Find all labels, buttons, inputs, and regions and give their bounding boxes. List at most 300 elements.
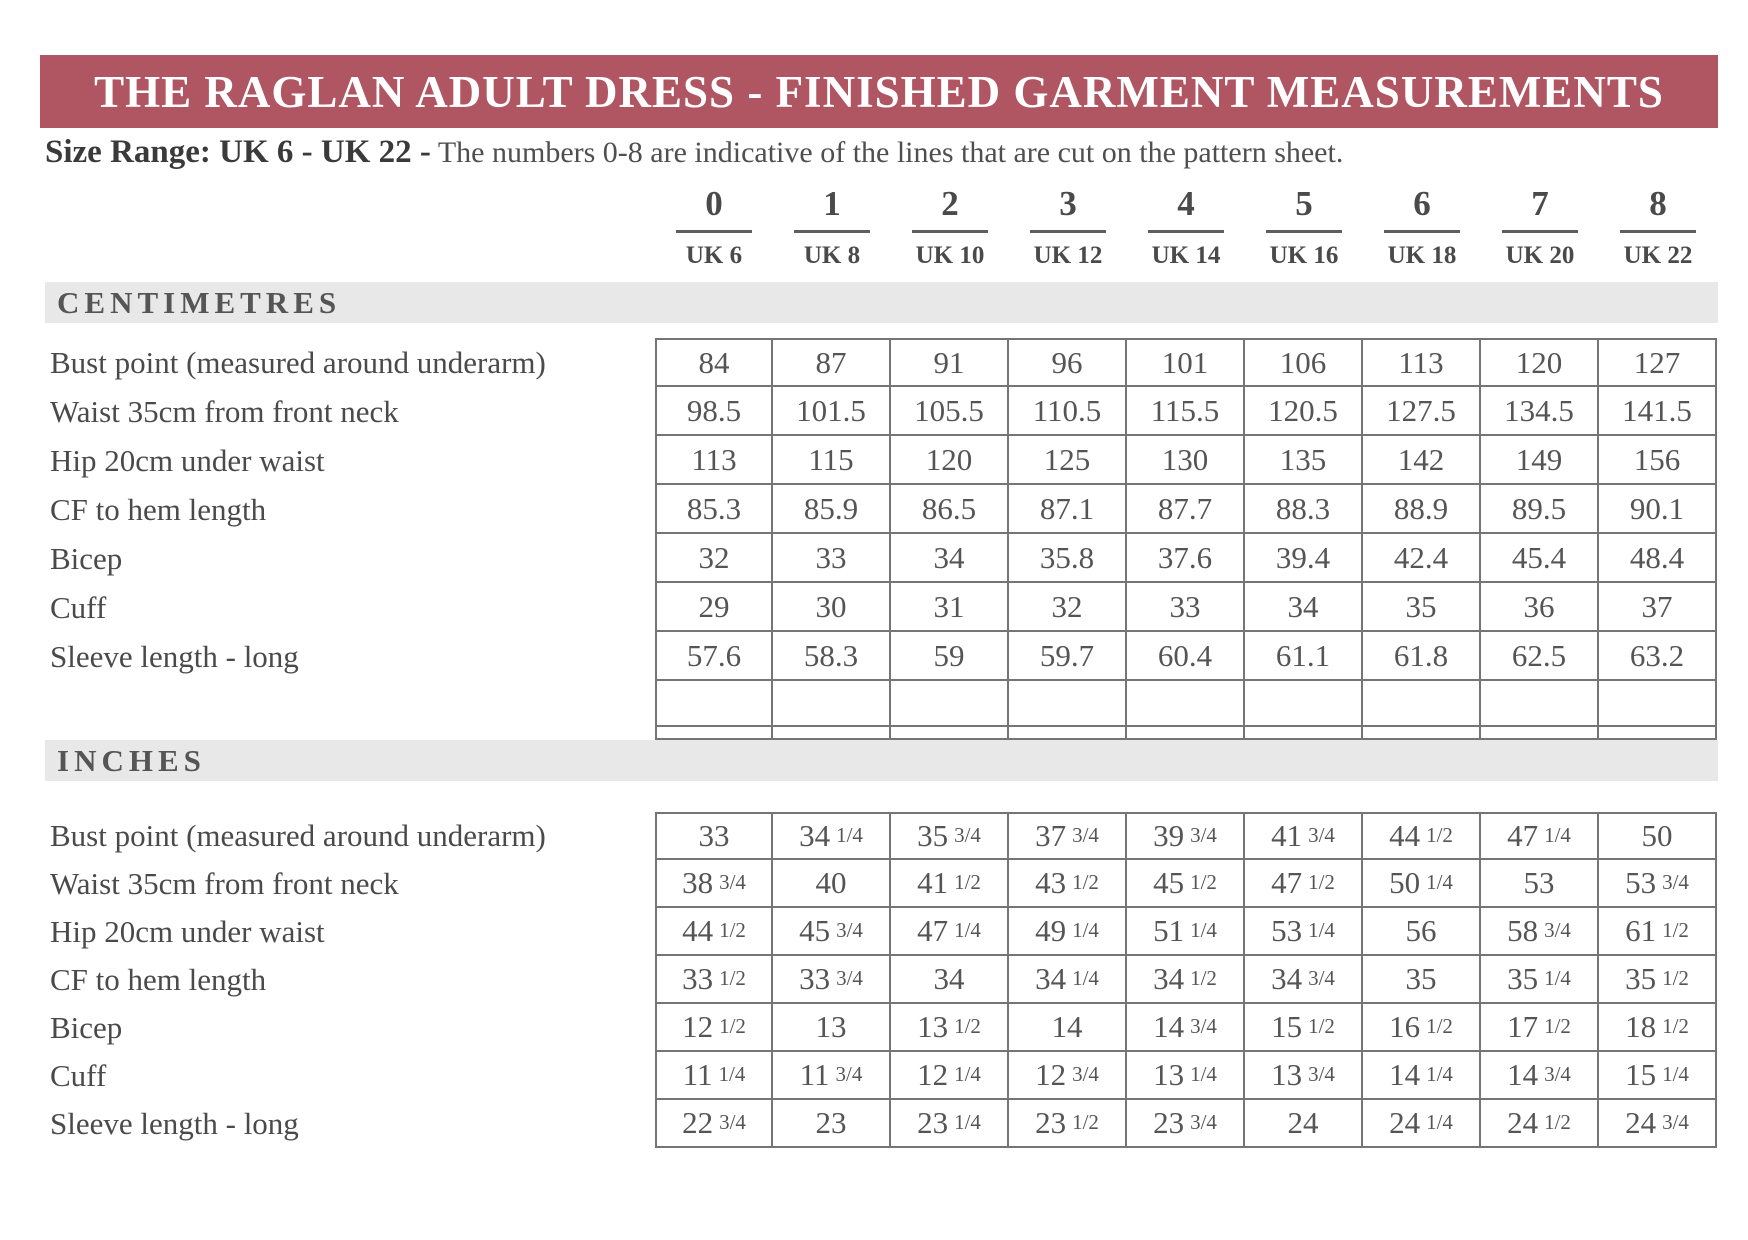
inches-table bbox=[50, 812, 1717, 1148]
measurement-cell: 89.5 bbox=[1481, 485, 1599, 534]
value-fraction: 1/2 bbox=[1662, 1013, 1689, 1038]
size-underline bbox=[676, 230, 752, 233]
measurement-cell bbox=[1481, 727, 1599, 740]
row-label: CF to hem length bbox=[50, 491, 267, 527]
measurement-cell: 141.5 bbox=[1599, 387, 1717, 436]
measurement-cell: 115 bbox=[773, 436, 891, 485]
measurement-cell bbox=[1599, 681, 1717, 727]
row-label: Waist 35cm from front neck bbox=[50, 866, 399, 901]
value-whole: 14 bbox=[1389, 1057, 1421, 1092]
measurement-cell bbox=[1599, 956, 1717, 1004]
measurement-cell bbox=[1599, 860, 1717, 908]
title-bar bbox=[40, 55, 1718, 128]
value-whole: 49 bbox=[1035, 913, 1067, 948]
measurement-cell: 33 bbox=[773, 534, 891, 583]
measurement-cell bbox=[1599, 727, 1717, 740]
value-fraction: 3/4 bbox=[835, 1061, 863, 1086]
size-column-4 bbox=[1127, 186, 1245, 270]
measurement-cell bbox=[1599, 1100, 1717, 1148]
measurement-cell bbox=[1009, 956, 1127, 1004]
measurement-cell: 85.9 bbox=[773, 485, 891, 534]
size-column-8 bbox=[1599, 186, 1717, 270]
measurement-cell bbox=[655, 860, 773, 908]
value-whole: 45 bbox=[1153, 865, 1185, 900]
size-column-6 bbox=[1363, 186, 1481, 270]
page-title: THE RAGLAN ADULT DRESS - FINISHED GARMENT MEASUREMENTS bbox=[94, 66, 1664, 117]
value-whole: 35 bbox=[1625, 961, 1657, 996]
size-range-label: Size Range: UK 6 - UK 22 - bbox=[45, 134, 431, 170]
measurement-cell: 127.5 bbox=[1363, 387, 1481, 436]
value-fraction: 1/2 bbox=[1190, 965, 1217, 990]
value-fraction: 1/4 bbox=[1308, 917, 1335, 942]
measurement-cell: 31 bbox=[891, 583, 1009, 632]
measurement-cell: 63.2 bbox=[1599, 632, 1717, 681]
value-whole: 15 bbox=[1271, 1009, 1303, 1044]
measurement-cell: 125 bbox=[1009, 436, 1127, 485]
row-label: Waist 35cm from front neck bbox=[50, 393, 399, 429]
size-uk-label: UK 8 bbox=[803, 242, 861, 269]
measurement-cell: 50 bbox=[1599, 812, 1717, 860]
measurement-cell bbox=[891, 1100, 1009, 1148]
value-whole: 38 bbox=[682, 865, 714, 900]
row-label: Sleeve length - long bbox=[50, 1106, 299, 1141]
measurement-cell: 62.5 bbox=[1481, 632, 1599, 681]
measurement-cell: 87 bbox=[773, 338, 891, 387]
value-whole: 24 bbox=[1389, 1105, 1421, 1140]
value-whole: 22 bbox=[682, 1105, 714, 1140]
value-fraction: 1/2 bbox=[719, 965, 746, 990]
empty-row-label bbox=[50, 681, 655, 727]
value-whole: 23 bbox=[1153, 1105, 1185, 1140]
table-row bbox=[50, 908, 1717, 956]
value-whole: 34 bbox=[1035, 961, 1067, 996]
measurement-cell bbox=[1009, 1052, 1127, 1100]
measurement-cell: 113 bbox=[655, 436, 773, 485]
measurement-cell bbox=[1127, 727, 1245, 740]
measurement-cell: 36 bbox=[1481, 583, 1599, 632]
section-label-inches: INCHES bbox=[57, 742, 206, 778]
value-fraction: 3/4 bbox=[1072, 822, 1099, 847]
value-fraction: 1/4 bbox=[1426, 1061, 1453, 1086]
value-fraction: 3/4 bbox=[1190, 822, 1217, 847]
size-underline bbox=[1030, 230, 1106, 233]
size-number: 2 bbox=[941, 184, 959, 223]
size-number: 1 bbox=[823, 184, 841, 223]
value-whole: 47 bbox=[1271, 865, 1303, 900]
value-whole: 35 bbox=[1507, 961, 1539, 996]
row-label: Cuff bbox=[50, 589, 107, 625]
measurement-cell bbox=[773, 812, 891, 860]
measurement-cell bbox=[1363, 812, 1481, 860]
table-row bbox=[50, 956, 1717, 1004]
measurement-cell bbox=[773, 908, 891, 956]
measurement-cell: 120 bbox=[891, 436, 1009, 485]
measurement-cell: 91 bbox=[891, 338, 1009, 387]
size-column-headers bbox=[655, 186, 1717, 270]
value-whole: 45 bbox=[799, 913, 831, 948]
size-underline bbox=[1148, 230, 1224, 233]
value-whole: 34 bbox=[1271, 961, 1303, 996]
measurement-cell: 35 bbox=[1363, 956, 1481, 1004]
value-fraction: 1/4 bbox=[718, 1061, 746, 1086]
measurement-cell bbox=[1245, 1004, 1363, 1052]
value-whole: 58 bbox=[1507, 913, 1539, 948]
empty-row bbox=[50, 681, 1717, 727]
table-row bbox=[50, 632, 1717, 681]
table-row bbox=[50, 1004, 1717, 1052]
measurement-cell bbox=[1363, 1004, 1481, 1052]
value-whole: 18 bbox=[1625, 1009, 1657, 1044]
measurement-cell: 85.3 bbox=[655, 485, 773, 534]
value-whole: 23 bbox=[917, 1105, 949, 1140]
value-fraction: 3/4 bbox=[954, 822, 981, 847]
size-number: 3 bbox=[1059, 184, 1077, 223]
value-whole: 13 bbox=[1271, 1057, 1303, 1092]
value-fraction: 1/2 bbox=[1308, 1013, 1335, 1038]
measurement-cell: 58.3 bbox=[773, 632, 891, 681]
measurement-cell: 34 bbox=[891, 956, 1009, 1004]
value-fraction: 3/4 bbox=[719, 1109, 746, 1134]
measurement-cell bbox=[655, 1004, 773, 1052]
measurement-cell: 48.4 bbox=[1599, 534, 1717, 583]
value-fraction: 3/4 bbox=[1544, 917, 1571, 942]
measurement-cell bbox=[1481, 812, 1599, 860]
value-whole: 13 bbox=[917, 1009, 949, 1044]
measurement-cell: 106 bbox=[1245, 338, 1363, 387]
value-fraction: 1/4 bbox=[954, 1109, 981, 1134]
measurement-cell: 32 bbox=[655, 534, 773, 583]
value-whole: 39 bbox=[1153, 818, 1185, 853]
value-whole: 53 bbox=[1625, 865, 1657, 900]
measurement-cell bbox=[891, 860, 1009, 908]
value-whole: 12 bbox=[917, 1057, 949, 1092]
measurement-cell bbox=[1009, 727, 1127, 740]
measurement-cell: 35 bbox=[1363, 583, 1481, 632]
value-fraction: 1/4 bbox=[1072, 917, 1099, 942]
measurement-cell bbox=[1127, 956, 1245, 1004]
measurement-cell bbox=[1127, 1100, 1245, 1148]
size-column-2 bbox=[891, 186, 1009, 270]
size-underline bbox=[1502, 230, 1578, 233]
value-whole: 37 bbox=[1035, 818, 1067, 853]
size-uk-label: UK 10 bbox=[915, 242, 985, 269]
measurement-cell: 13 bbox=[773, 1004, 891, 1052]
measurement-cell: 59 bbox=[891, 632, 1009, 681]
measurement-cell bbox=[1009, 812, 1127, 860]
table-row bbox=[50, 485, 1717, 534]
row-label: Hip 20cm under waist bbox=[50, 914, 325, 949]
value-whole: 15 bbox=[1625, 1057, 1657, 1092]
measurement-cell: 37.6 bbox=[1127, 534, 1245, 583]
measurement-cell bbox=[1127, 860, 1245, 908]
measurement-cell: 115.5 bbox=[1127, 387, 1245, 436]
measurement-cell: 57.6 bbox=[655, 632, 773, 681]
measurement-cell: 30 bbox=[773, 583, 891, 632]
measurement-cell: 61.8 bbox=[1363, 632, 1481, 681]
measurement-cell: 34 bbox=[1245, 583, 1363, 632]
table-row bbox=[50, 583, 1717, 632]
table-row bbox=[50, 1052, 1717, 1100]
measurement-cell bbox=[1363, 681, 1481, 727]
measurement-cell: 134.5 bbox=[1481, 387, 1599, 436]
measurement-cell bbox=[1481, 681, 1599, 727]
measurement-cell bbox=[891, 908, 1009, 956]
measurement-cell bbox=[891, 812, 1009, 860]
value-fraction: 1/2 bbox=[1426, 1013, 1453, 1038]
measurement-cell: 120 bbox=[1481, 338, 1599, 387]
measurement-cell: 33 bbox=[1127, 583, 1245, 632]
value-fraction: 3/4 bbox=[836, 917, 863, 942]
measurement-cell: 32 bbox=[1009, 583, 1127, 632]
measurement-cell: 61.1 bbox=[1245, 632, 1363, 681]
value-fraction: 1/4 bbox=[836, 822, 863, 847]
measurement-cell: 87.7 bbox=[1127, 485, 1245, 534]
value-fraction: 3/4 bbox=[1308, 965, 1335, 990]
size-column-0 bbox=[655, 186, 773, 270]
value-fraction: 1/2 bbox=[1072, 869, 1099, 894]
measurement-cell: 156 bbox=[1599, 436, 1717, 485]
value-whole: 23 bbox=[1035, 1105, 1067, 1140]
value-whole: 41 bbox=[1271, 818, 1303, 853]
measurement-cell: 110.5 bbox=[1009, 387, 1127, 436]
measurement-cell bbox=[1245, 956, 1363, 1004]
row-label: CF to hem length bbox=[50, 962, 267, 997]
size-range-note: The numbers 0-8 are indicative of the lines that are cut on the pattern sheet. bbox=[437, 136, 1344, 169]
measurement-cell bbox=[1127, 1004, 1245, 1052]
measurement-cell bbox=[655, 956, 773, 1004]
value-whole: 44 bbox=[1389, 818, 1421, 853]
value-whole: 14 bbox=[1507, 1057, 1539, 1092]
size-column-3 bbox=[1009, 186, 1127, 270]
row-label: Bicep bbox=[50, 1010, 123, 1045]
value-fraction: 1/2 bbox=[1426, 822, 1453, 847]
value-fraction: 3/4 bbox=[836, 965, 863, 990]
size-number: 6 bbox=[1413, 184, 1431, 223]
measurement-cell: 35.8 bbox=[1009, 534, 1127, 583]
value-whole: 11 bbox=[799, 1057, 830, 1092]
measurement-cell bbox=[1009, 908, 1127, 956]
measurement-cell bbox=[1245, 908, 1363, 956]
size-number: 8 bbox=[1649, 184, 1667, 223]
measurement-cell: 98.5 bbox=[655, 387, 773, 436]
measurement-cell bbox=[1245, 812, 1363, 860]
value-fraction: 1/2 bbox=[1308, 869, 1335, 894]
measurement-cell bbox=[891, 1004, 1009, 1052]
measurement-cell bbox=[1599, 1004, 1717, 1052]
table-row bbox=[50, 436, 1717, 485]
measurement-cell: 40 bbox=[773, 860, 891, 908]
table-row bbox=[50, 338, 1717, 387]
value-whole: 24 bbox=[1625, 1105, 1657, 1140]
measurement-cell bbox=[891, 727, 1009, 740]
measurement-cell bbox=[655, 1100, 773, 1148]
measurement-cell bbox=[655, 681, 773, 727]
empty-row bbox=[50, 727, 1717, 740]
measurement-cell bbox=[1363, 860, 1481, 908]
value-fraction: 3/4 bbox=[1190, 1013, 1217, 1038]
measurement-cell: 23 bbox=[773, 1100, 891, 1148]
value-fraction: 3/4 bbox=[1308, 822, 1335, 847]
value-fraction: 3/4 bbox=[1662, 1109, 1689, 1134]
value-whole: 33 bbox=[682, 961, 714, 996]
row-label: Bust point (measured around underarm) bbox=[50, 818, 546, 853]
size-uk-label: UK 16 bbox=[1269, 242, 1339, 269]
value-fraction: 1/2 bbox=[954, 869, 981, 894]
value-fraction: 1/2 bbox=[719, 917, 746, 942]
size-column-5 bbox=[1245, 186, 1363, 270]
size-uk-label: UK 12 bbox=[1033, 242, 1103, 269]
value-fraction: 3/4 bbox=[719, 869, 746, 894]
size-underline bbox=[1266, 230, 1342, 233]
table-row bbox=[50, 387, 1717, 436]
value-whole: 41 bbox=[917, 865, 949, 900]
measurement-cell bbox=[1481, 1100, 1599, 1148]
measurement-cell bbox=[1363, 727, 1481, 740]
row-label: Bust point (measured around underarm) bbox=[50, 344, 546, 380]
table-row bbox=[50, 1100, 1717, 1148]
measurement-cell: 39.4 bbox=[1245, 534, 1363, 583]
empty-row-label bbox=[50, 727, 655, 740]
measurement-cell bbox=[1481, 1004, 1599, 1052]
value-fraction: 3/4 bbox=[1544, 1061, 1571, 1086]
size-uk-label: UK 14 bbox=[1151, 242, 1221, 269]
measurement-cell: 29 bbox=[655, 583, 773, 632]
measurement-cell bbox=[1245, 727, 1363, 740]
row-label: Cuff bbox=[50, 1058, 107, 1093]
value-fraction: 3/4 bbox=[1662, 869, 1689, 894]
size-number: 4 bbox=[1177, 184, 1195, 223]
value-fraction: 1/2 bbox=[1662, 917, 1689, 942]
value-fraction: 1/4 bbox=[1544, 965, 1571, 990]
value-fraction: 3/4 bbox=[1190, 1109, 1217, 1134]
measurement-cell bbox=[1009, 681, 1127, 727]
measurement-cell: 34 bbox=[891, 534, 1009, 583]
table-row bbox=[50, 812, 1717, 860]
value-fraction: 1/4 bbox=[954, 1061, 981, 1086]
measurement-cell: 86.5 bbox=[891, 485, 1009, 534]
row-label: Hip 20cm under waist bbox=[50, 442, 325, 478]
value-whole: 61 bbox=[1625, 913, 1657, 948]
measurement-cell: 101.5 bbox=[773, 387, 891, 436]
measurement-cell: 37 bbox=[1599, 583, 1717, 632]
size-uk-label: UK 22 bbox=[1623, 242, 1693, 269]
size-column-1 bbox=[773, 186, 891, 270]
size-underline bbox=[794, 230, 870, 233]
size-number: 0 bbox=[705, 184, 723, 223]
value-whole: 35 bbox=[917, 818, 949, 853]
measurement-cell: 87.1 bbox=[1009, 485, 1127, 534]
measurement-cell bbox=[655, 908, 773, 956]
size-uk-label: UK 6 bbox=[685, 242, 743, 269]
size-underline bbox=[1620, 230, 1696, 233]
measurement-cell: 101 bbox=[1127, 338, 1245, 387]
measurement-cell bbox=[655, 727, 773, 740]
size-number: 5 bbox=[1295, 184, 1313, 223]
measurement-cell: 105.5 bbox=[891, 387, 1009, 436]
measurement-cell bbox=[1245, 681, 1363, 727]
measurement-cell bbox=[1127, 1052, 1245, 1100]
value-whole: 51 bbox=[1153, 913, 1185, 948]
value-whole: 13 bbox=[1153, 1057, 1185, 1092]
value-whole: 47 bbox=[1507, 818, 1539, 853]
value-whole: 44 bbox=[682, 913, 714, 948]
measurement-cell: 56 bbox=[1363, 908, 1481, 956]
value-fraction: 1/2 bbox=[1544, 1013, 1571, 1038]
measurement-cell bbox=[1363, 1052, 1481, 1100]
size-uk-label: UK 18 bbox=[1387, 242, 1457, 269]
measurement-cell bbox=[1481, 1052, 1599, 1100]
measurement-cell: 24 bbox=[1245, 1100, 1363, 1148]
value-whole: 16 bbox=[1389, 1009, 1421, 1044]
size-column-7 bbox=[1481, 186, 1599, 270]
size-range-line bbox=[45, 134, 1343, 171]
measurement-cell bbox=[773, 1052, 891, 1100]
value-fraction: 1/2 bbox=[1190, 869, 1217, 894]
value-fraction: 1/4 bbox=[954, 917, 981, 942]
measurement-cell bbox=[1599, 908, 1717, 956]
value-fraction: 1/4 bbox=[1662, 1061, 1689, 1086]
measurement-cell: 33 bbox=[655, 812, 773, 860]
measurement-cell: 113 bbox=[1363, 338, 1481, 387]
value-whole: 34 bbox=[1153, 961, 1185, 996]
measurement-cell bbox=[891, 681, 1009, 727]
measurement-cell: 130 bbox=[1127, 436, 1245, 485]
value-fraction: 1/4 bbox=[1072, 965, 1099, 990]
measurement-cell bbox=[1481, 956, 1599, 1004]
measurement-cell: 120.5 bbox=[1245, 387, 1363, 436]
measurement-cell: 14 bbox=[1009, 1004, 1127, 1052]
measurement-cell bbox=[1363, 1100, 1481, 1148]
value-whole: 14 bbox=[1153, 1009, 1185, 1044]
value-whole: 53 bbox=[1271, 913, 1303, 948]
measurement-cell: 96 bbox=[1009, 338, 1127, 387]
measurement-cell: 135 bbox=[1245, 436, 1363, 485]
measurement-cell bbox=[1127, 681, 1245, 727]
measurement-cell: 90.1 bbox=[1599, 485, 1717, 534]
value-fraction: 1/2 bbox=[1662, 965, 1689, 990]
size-underline bbox=[912, 230, 988, 233]
value-fraction: 1/4 bbox=[1544, 822, 1571, 847]
value-whole: 12 bbox=[682, 1009, 714, 1044]
centimetres-table bbox=[50, 338, 1717, 740]
table-row bbox=[50, 860, 1717, 908]
measurement-cell: 53 bbox=[1481, 860, 1599, 908]
size-uk-label: UK 20 bbox=[1505, 242, 1575, 269]
value-whole: 50 bbox=[1389, 865, 1421, 900]
row-label: Bicep bbox=[50, 540, 123, 576]
measurement-cell bbox=[1127, 812, 1245, 860]
value-fraction: 1/2 bbox=[954, 1013, 981, 1038]
measurement-cell: 149 bbox=[1481, 436, 1599, 485]
value-whole: 11 bbox=[682, 1057, 713, 1092]
measurement-cell: 88.9 bbox=[1363, 485, 1481, 534]
measurement-cell bbox=[1599, 1052, 1717, 1100]
section-band-inches bbox=[45, 740, 1718, 781]
table-row bbox=[50, 534, 1717, 583]
section-label-centimetres: CENTIMETRES bbox=[57, 284, 342, 320]
size-underline bbox=[1384, 230, 1460, 233]
value-fraction: 1/2 bbox=[719, 1013, 746, 1038]
measurement-cell bbox=[891, 1052, 1009, 1100]
value-fraction: 1/4 bbox=[1426, 869, 1453, 894]
measurement-cell bbox=[1009, 860, 1127, 908]
row-label: Sleeve length - long bbox=[50, 638, 299, 674]
measurement-cell: 84 bbox=[655, 338, 773, 387]
value-whole: 17 bbox=[1507, 1009, 1539, 1044]
measurement-cell: 127 bbox=[1599, 338, 1717, 387]
measurement-cell bbox=[1009, 1100, 1127, 1148]
measurement-cell bbox=[773, 727, 891, 740]
